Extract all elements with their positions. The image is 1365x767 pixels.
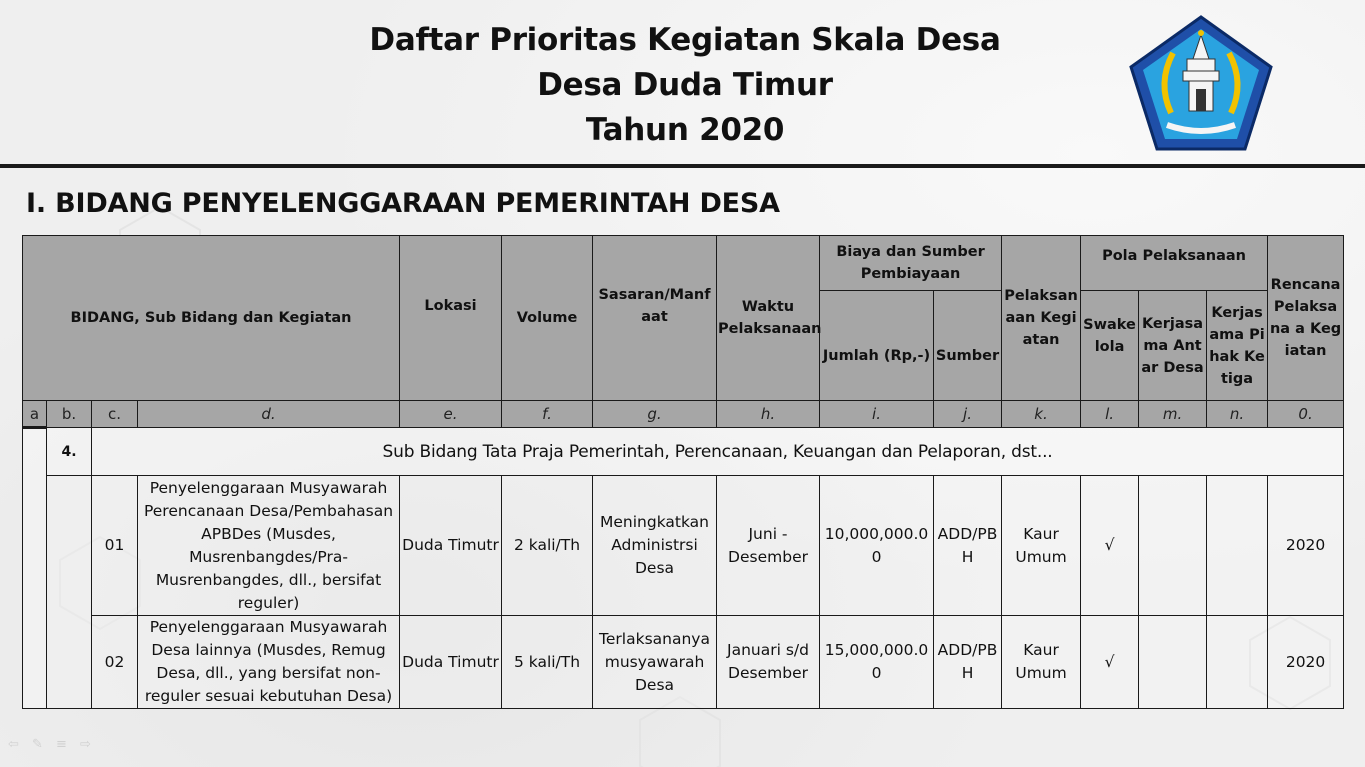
row-pelaksana: Kaur Umum	[1002, 476, 1081, 616]
row-code: 01	[92, 476, 138, 616]
forward-arrow-icon[interactable]: ⇨	[80, 737, 91, 752]
row-swakelola: √	[1081, 616, 1139, 709]
sub-bidang-number: 4.	[47, 428, 92, 476]
letter-d: d.	[138, 401, 400, 428]
header-volume: Volume	[502, 236, 593, 401]
header-rencana: Rencana Pelaksana a Kegiatan	[1268, 236, 1344, 401]
letter-j: j.	[934, 401, 1002, 428]
row-sumber: ADD/PBH	[934, 476, 1002, 616]
row-swakelola: √	[1081, 476, 1139, 616]
header-sasaran: Sasaran/Manfaat	[593, 236, 717, 401]
karangasem-regency-emblem-icon	[1127, 13, 1275, 153]
letter-i: i.	[820, 401, 934, 428]
row-jumlah: 10,000,000.00	[820, 476, 934, 616]
header-swakelola: Swakelola	[1081, 291, 1139, 401]
letter-n: n.	[1207, 401, 1268, 428]
row-rencana: 2020	[1268, 476, 1344, 616]
section-title: I. BIDANG PENYELENGGARAAN PEMERINTAH DESA	[26, 188, 780, 219]
slide-header	[0, 0, 1365, 168]
header-waktu: Waktu Pelaksanaan	[717, 236, 820, 401]
row-lokasi: Duda Timutr	[400, 476, 502, 616]
column-letter-row	[23, 401, 1344, 428]
cell-b-empty	[47, 476, 92, 709]
page-title: Daftar Prioritas Kegiatan Skala Desa	[369, 22, 1001, 58]
header-bidang: BIDANG, Sub Bidang dan Kegiatan	[23, 236, 400, 401]
letter-l: l.	[1081, 401, 1139, 428]
letter-0: 0.	[1268, 401, 1344, 428]
letter-g: g.	[593, 401, 717, 428]
row-waktu: Juni - Desember	[717, 476, 820, 616]
header-row-1	[23, 236, 1344, 291]
cell-a-empty	[23, 428, 47, 709]
row-sasaran: Meningkatkan Administrsi Desa	[593, 476, 717, 616]
row-pelaksana: Kaur Umum	[1002, 616, 1081, 709]
letter-k: k.	[1002, 401, 1081, 428]
village-name: Desa Duda Timur	[537, 67, 833, 103]
table-row	[23, 476, 1344, 616]
row-lokasi: Duda Timutr	[400, 616, 502, 709]
row-waktu: Januari s/d Desember	[717, 616, 820, 709]
year-title: Tahun 2020	[585, 112, 785, 148]
priority-activities-table	[22, 235, 1344, 709]
row-jumlah: 15,000,000.00	[820, 616, 934, 709]
row-code: 02	[92, 616, 138, 709]
row-pihak-ketiga	[1207, 616, 1268, 709]
row-kegiatan: Penyelenggaraan Musyawarah Desa lainnya (Musdes, Remug Desa, dll., yang bersifat non-reguler sesuai kebutuhan Desa)	[138, 616, 400, 709]
row-pihak-ketiga	[1207, 476, 1268, 616]
row-antar-desa	[1139, 476, 1207, 616]
row-kegiatan: Penyelenggaraan Musyawarah Perencanaan Desa/Pembahasan APBDes (Musdes, Musrenbangdes/Pra-Musrenbangdes, dll., bersifat reguler)	[138, 476, 400, 616]
menu-icon[interactable]: ≡	[56, 737, 67, 752]
letter-f: f.	[502, 401, 593, 428]
header-jumlah: Jumlah (Rp,-)	[820, 291, 934, 401]
header-pelaksana: Pelaksanaan Kegiatan	[1002, 236, 1081, 401]
header-biaya-group: Biaya dan Sumber Pembiayaan	[820, 236, 1002, 291]
header-antar-desa: Kerjasama Antar Desa	[1139, 291, 1207, 401]
row-sasaran: Terlaksananya musyawarah Desa	[593, 616, 717, 709]
letter-c: c.	[92, 401, 138, 428]
header-sumber: Sumber	[934, 291, 1002, 401]
sub-bidang-title: Sub Bidang Tata Praja Pemerintah, Perencanaan, Keuangan dan Pelaporan, dst...	[92, 428, 1344, 476]
header-lokasi: Lokasi	[400, 236, 502, 401]
header-pihak-ketiga: Kerjasama Pihak Ketiga	[1207, 291, 1268, 401]
sub-bidang-row	[23, 428, 1344, 476]
header-divider	[0, 164, 1365, 168]
slide-nav-controls	[8, 738, 94, 752]
letter-a: a	[23, 401, 47, 428]
letter-b: b.	[47, 401, 92, 428]
row-antar-desa	[1139, 616, 1207, 709]
title-block	[300, 18, 1070, 153]
letter-h: h.	[717, 401, 820, 428]
header-pola-group: Pola Pelaksanaan	[1081, 236, 1268, 291]
letter-e: e.	[400, 401, 502, 428]
row-rencana: 2020	[1268, 616, 1344, 709]
back-arrow-icon[interactable]: ⇦	[8, 737, 19, 752]
row-volume: 2 kali/Th	[502, 476, 593, 616]
table-row	[23, 616, 1344, 709]
row-volume: 5 kali/Th	[502, 616, 593, 709]
row-sumber: ADD/PBH	[934, 616, 1002, 709]
pen-icon[interactable]: ✎	[32, 737, 43, 752]
letter-m: m.	[1139, 401, 1207, 428]
